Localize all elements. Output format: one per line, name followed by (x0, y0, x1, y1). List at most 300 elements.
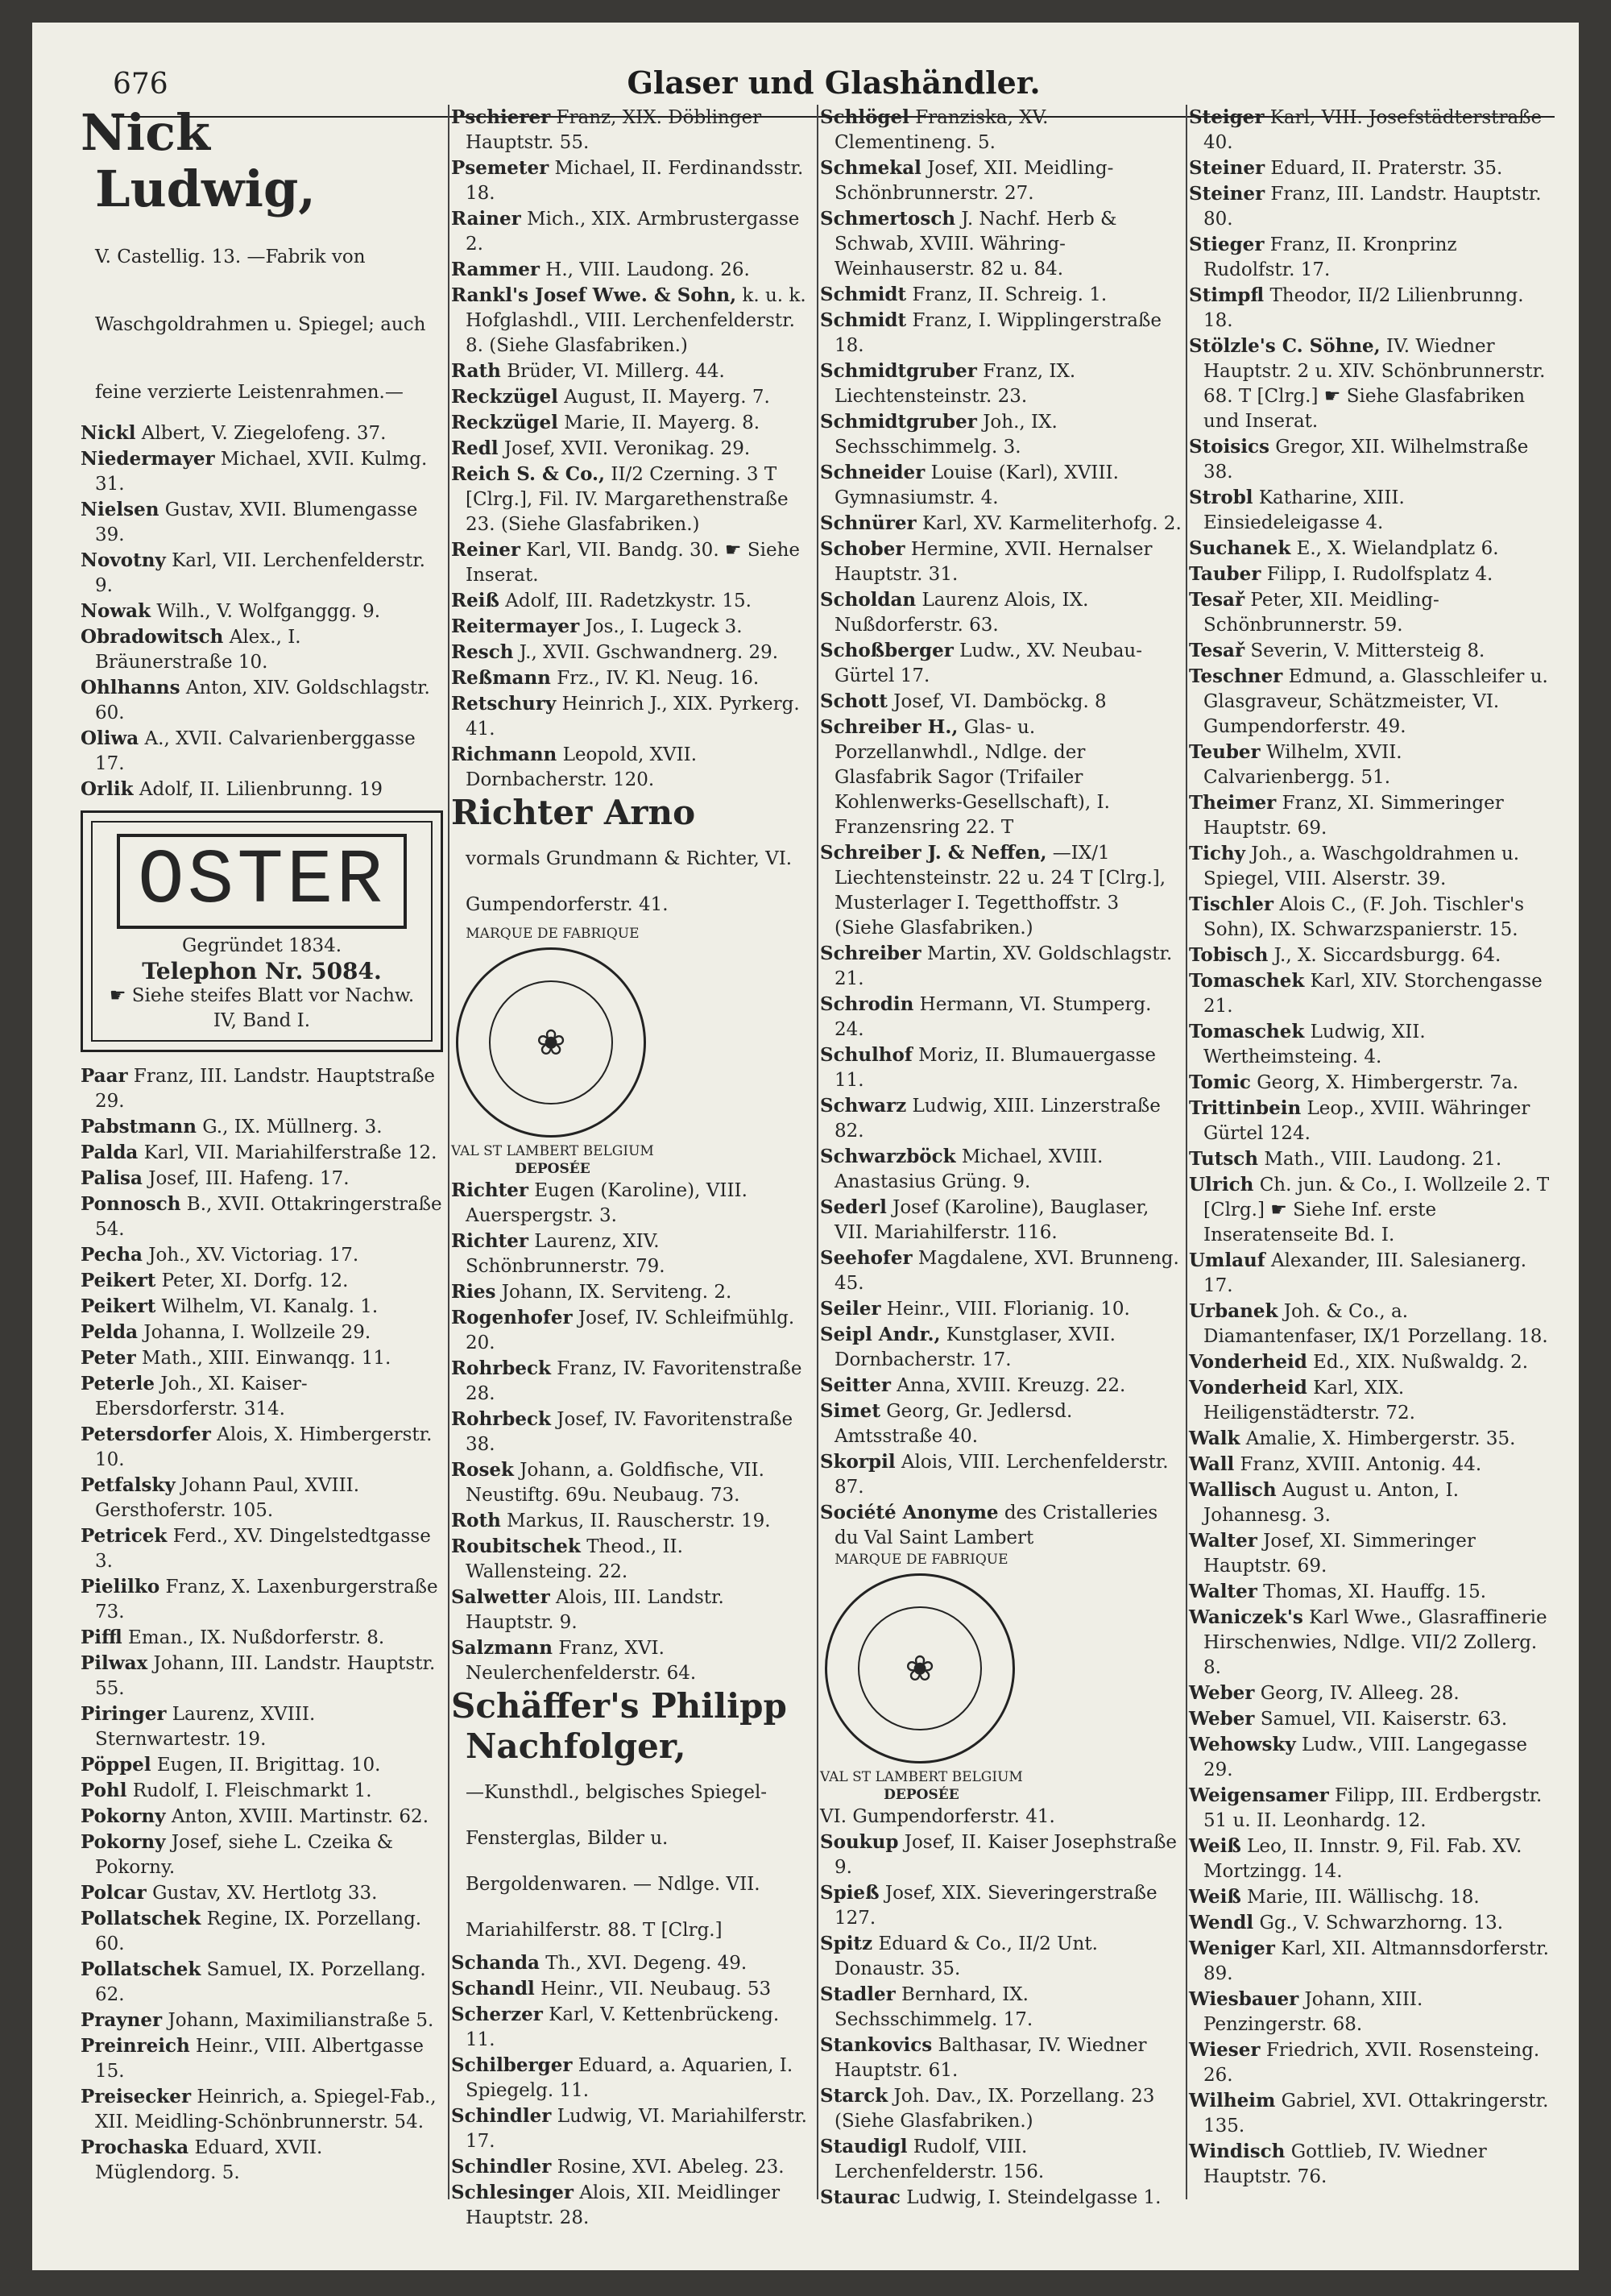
entry-details: E., X. Wielandplatz 6. (1296, 538, 1499, 559)
entry-name: Tichy (1189, 843, 1245, 864)
entry-details: Albert, V. Ziegelofeng. 37. (141, 423, 387, 444)
directory-entry (451, 614, 814, 640)
entry-name: Pielilko (81, 1576, 160, 1598)
entry-name: Theimer (1189, 792, 1277, 814)
directory-entry (451, 588, 814, 614)
entry-details: Franz, II. Kronprinz Rudolfstr. 17. (1203, 234, 1457, 280)
directory-entry (81, 1294, 443, 1320)
entry-details: k. u. k. Hofglashdl., VIII. Lerchenfelderstr. 8. (Siehe Glasfabriken.) (466, 285, 806, 356)
directory-entry (451, 1635, 814, 1686)
directory-entry (1189, 1936, 1551, 1987)
directory-entry (820, 409, 1182, 460)
directory-entry (451, 206, 814, 257)
entry-name: Schreiber H., (820, 716, 959, 738)
entry-details: Peter, XI. Dorfg. 12. (161, 1270, 349, 1291)
entry-name: Steiner (1189, 157, 1265, 179)
directory-entry (81, 1422, 443, 1473)
entry-details: Josef, VI. Damböckg. 8 (893, 691, 1107, 712)
entry-details: Eman., IX. Nußdorferstr. 8. (128, 1627, 385, 1648)
entry-details: Markus, II. Rauscherstr. 19. (507, 1511, 771, 1531)
entry-details: Ludw., VIII. Langegasse 29. (1203, 1734, 1527, 1780)
entry-name: Peter (81, 1347, 136, 1369)
entry-details: Gregor, XII. Wilhelmstraße 38. (1203, 437, 1529, 483)
entry-name: Tesař (1189, 589, 1245, 611)
entry-name: Weiß (1189, 1835, 1241, 1857)
entry-details: Franz, XVI. Neulerchenfelderstr. 64. (466, 1638, 697, 1684)
entry-details: Rosine, XVI. Abeleg. 23. (557, 2157, 785, 2178)
oster-note: ☛ Siehe steifes Blatt vor Nachw. IV, Band I. (109, 985, 415, 1031)
directory-entry (81, 105, 443, 421)
entry-name: Weniger (1189, 1938, 1275, 1959)
entry-details: Karl Wwe., Glasraffinerie Hirschenwies, Ndlge. VII/2 Zollerg. 8. (1203, 1607, 1547, 1678)
entry-details: Karl, XIV. Storchengasse 21. (1203, 971, 1543, 1017)
column-divider (448, 105, 449, 2199)
entry-details: Franz, IX. Liechtensteinstr. 23. (834, 361, 1076, 407)
directory-entry (820, 206, 1182, 282)
entry-name: Psemeter (451, 157, 549, 179)
entry-name: Staudigl (820, 2136, 908, 2157)
entry-name: Roth (451, 1510, 501, 1531)
directory-entry (1189, 1706, 1551, 1732)
column-divider (1186, 105, 1187, 2199)
entry-details: Gabriel, XVI. Ottakringerstr. 135. (1203, 2091, 1549, 2136)
entry-details: Friedrich, XVII. Rosensteing. 26. (1203, 2040, 1540, 2086)
column-divider (817, 105, 818, 2199)
entry-details: Wilhelm, VI. Kanalg. 1. (161, 1296, 379, 1317)
directory-entry (1189, 1579, 1551, 1605)
entry-name: Schoßberger (820, 640, 954, 661)
entry-details: Heinr., VIII. Florianig. 10. (886, 1299, 1130, 1320)
directory-entry (820, 1042, 1182, 1093)
entry-details: Jos., I. Lugeck 3. (585, 616, 743, 637)
seal-top-text: MARQUE DE FABRIQUE (834, 1552, 1008, 1568)
entry-name: Piffl (81, 1627, 122, 1648)
directory-entry (81, 1651, 443, 1701)
entry-details: Heinrich, a. Spiegel-Fab., XII. Meidling-Schönbrunnerstr. 54. (95, 2087, 437, 2132)
entry-name: Wallisch (1189, 1479, 1277, 1501)
entry-details: Laurenz, XVIII. Sternwartestr. 19. (95, 1704, 316, 1750)
entry-details: Franz, IV. Favoritenstraße 28. (466, 1358, 802, 1404)
entry-details: Ferd., XV. Dingelstedtgasse 3. (95, 1526, 431, 1572)
entry-name: Reckzügel (451, 412, 558, 433)
entry-name: Weber (1189, 1682, 1255, 1704)
entry-name: Seipl Andr., (820, 1324, 941, 1345)
entry-details: —IX/1 Liechtensteinstr. 22 u. 24 T [Clrg.], Musterlager I. Tegetthoffstr. 3 (Siehe Glasfabriken.) (834, 843, 1166, 939)
entry-name: Schanda (451, 1952, 540, 1974)
entry-details: Katharine, XIII. Einsiedeleigasse 4. (1203, 487, 1405, 533)
entry-details: Regine, IX. Porzellang. 60. (95, 1908, 422, 1954)
directory-entry (1189, 892, 1551, 943)
entry-name: Reiß (451, 590, 499, 611)
entry-details: Johanna, I. Wollzeile 29. (143, 1322, 371, 1343)
directory-entry (451, 2103, 814, 2154)
directory-entry (1189, 1299, 1551, 1349)
entry-details: Thomas, XI. Hauffg. 15. (1263, 1581, 1487, 1602)
entry-name: Peikert (81, 1270, 156, 1291)
entry-name: Peikert (81, 1295, 156, 1317)
entry-details: Josef (Karoline), Bauglaser, VII. Mariahilferstr. 116. (834, 1197, 1149, 1243)
entry-details: Michael, II. Ferdinandsstr. 18. (466, 158, 804, 204)
entry-details: Karl, V. Kettenbrückeng. 11. (466, 2004, 780, 2050)
entry-name: Ries (451, 1281, 496, 1303)
entry-name: Preisecker (81, 2086, 192, 2107)
directory-entry (1189, 1910, 1551, 1936)
entry-details: G., IX. Müllnerg. 3. (202, 1117, 383, 1138)
entry-details: Joh., IX. Sechsschimmelg. 3. (834, 412, 1058, 458)
directory-entry (81, 1473, 443, 1523)
entry-details: Joh., XI. Kaiser-Ebersdorferstr. 314. (95, 1374, 308, 1419)
entry-name: Richter (451, 1230, 528, 1252)
directory-entry (1189, 1019, 1551, 1070)
directory-entry (820, 2185, 1182, 2211)
entry-details: Brüder, VI. Millerg. 44. (507, 361, 725, 382)
seal-top-text: MARQUE DE FABRIQUE (466, 926, 640, 942)
directory-entry (451, 257, 814, 283)
directory-entry (820, 715, 1182, 840)
entry-details: Glas- u. Porzellanwhdl., Ndlge. der Glasfabrik Sagor (Trifailer Kohlenwerks-Gesellschaft), I. Franzensring 22. T (834, 717, 1110, 838)
entry-name: Schmidtgruber (820, 360, 977, 382)
directory-entry (820, 460, 1182, 511)
entry-details: Ed., XIX. Nußwaldg. 2. (1313, 1352, 1529, 1373)
entry-name: Palisa (81, 1167, 143, 1189)
entry-name: Piringer (81, 1703, 167, 1725)
entry-details: VI. Gumpendorferstr. 41. (820, 1806, 1055, 1827)
directory-entry (81, 1830, 443, 1880)
entry-details: Math., VIII. Laudong. 21. (1264, 1149, 1502, 1170)
entry-name: Pecha (81, 1244, 143, 1266)
directory-entry (1189, 1732, 1551, 1783)
entry-details: Gustav, XVII. Blumengasse 39. (95, 499, 418, 545)
entry-details: Georg, IV. Alleeg. 28. (1260, 1683, 1460, 1704)
entry-name: Pollatschek (81, 1958, 201, 1980)
oster-phone: Telephon Nr. 5084. (142, 958, 382, 984)
directory-entry (1189, 1146, 1551, 1172)
directory-entry (1189, 1096, 1551, 1146)
entry-details: Eduard, XVII. Müglendorg. 5. (95, 2137, 323, 2183)
entry-details: Ludwig, VI. Mariahilferstr. 17. (466, 2106, 807, 2152)
entry-name: Palda (81, 1142, 139, 1163)
entry-details: Gottlieb, IV. Wiedner Hauptstr. 76. (1203, 2141, 1487, 2187)
entry-name: Teuber (1189, 741, 1261, 763)
entry-details: Johann, XIII. Penzingerstr. 68. (1203, 1989, 1423, 2035)
entry-details: Georg, X. Himbergerstr. 7a. (1257, 1072, 1519, 1093)
entry-name: Paar (81, 1065, 128, 1087)
directory-entry (1189, 536, 1551, 562)
entry-name: Tomaschek (1189, 1021, 1305, 1042)
entry-name: Schandl (451, 1978, 535, 2000)
entry-details: H., VIII. Laudong. 26. (545, 259, 750, 280)
entry-name: Obradowitsch (81, 626, 224, 648)
entry-name: Tomic (1189, 1071, 1251, 1093)
entry-details: Hermine, XVII. Hernalser Hauptstr. 31. (834, 539, 1153, 585)
directory-entry (1189, 1070, 1551, 1096)
entry-details: Marie, III. Wällischg. 18. (1247, 1887, 1480, 1908)
entry-details: Filipp, III. Erdbergstr. 51 u. II. Leonhardg. 12. (1203, 1785, 1543, 1831)
entry-name: Wehowsky (1189, 1734, 1296, 1755)
entry-details: Bernhard, IX. Sechsschimmelg. 17. (834, 1984, 1033, 2030)
entry-details: Josef, IV. Favoritenstraße 38. (466, 1409, 793, 1455)
directory-entry (81, 1701, 443, 1752)
entry-name: Steiger (1189, 106, 1265, 128)
entry-name: Stimpfl (1189, 284, 1265, 306)
directory-entry (1189, 1477, 1551, 1528)
entry-name: Schrodin (820, 993, 914, 1015)
entry-details: Heinr., VIII. Albertgasse 15. (95, 2036, 424, 2082)
entry-name: Steiner (1189, 183, 1265, 205)
entry-name: Spitz (820, 1933, 873, 1954)
directory-entry (81, 1804, 443, 1830)
column-3 (820, 105, 1182, 2211)
entry-details: Joh. & Co., a. Diamantenfaser, IX/1 Porzellang. 18. (1203, 1301, 1548, 1347)
entry-details: Josef, II. Kaiser Josephstraße 9. (834, 1832, 1178, 1878)
entry-name: Pelda (81, 1321, 139, 1343)
entry-details: Eugen (Karoline), VIII. Auerspergstr. 3. (466, 1180, 748, 1226)
directory-entry (451, 1407, 814, 1457)
entry-details: Franz, XI. Simmeringer Hauptstr. 69. (1203, 793, 1504, 839)
entry-name: Vonderheid (1189, 1377, 1307, 1399)
directory-entry (451, 410, 814, 436)
entry-name: Wendl (1189, 1912, 1254, 1933)
flower-icon: ❀ (858, 1606, 982, 1730)
entry-details: August, II. Mayerg. 7. (564, 387, 770, 408)
entry-details: Franz, X. Laxenburgerstraße 73. (95, 1577, 438, 1623)
entry-name: Oliwa (81, 727, 139, 749)
entry-details: Franziska, XV. Clementineng. 5. (834, 107, 1049, 153)
entry-name: Windisch (1189, 2141, 1286, 2162)
entry-name: Pöppel (81, 1754, 151, 1776)
directory-entry (1189, 1452, 1551, 1477)
directory-entry (1189, 1426, 1551, 1452)
entry-details: Eduard, a. Aquarien, I. Spiegelg. 11. (466, 2055, 793, 2101)
entry-name: Reßmann (451, 667, 551, 689)
entry-name: Tobisch (1189, 944, 1269, 966)
entry-name: Wiesbauer (1189, 1988, 1299, 2010)
directory-entry (81, 548, 443, 599)
entry-name: Schmidt (820, 309, 907, 331)
directory-entry (451, 1457, 814, 1508)
entry-name: Peterle (81, 1373, 155, 1395)
entry-details: Eduard & Co., II/2 Unt. Donaustr. 35. (834, 1933, 1098, 1979)
directory-entry (1189, 2088, 1551, 2139)
entry-name: Pokorny (81, 1805, 166, 1827)
directory-entry (81, 777, 443, 802)
directory-entry (81, 1906, 443, 1957)
entry-details: Math., XIII. Einwanqg. 11. (142, 1348, 391, 1369)
entry-name: Schober (820, 538, 905, 560)
entry-name: Resch (451, 641, 514, 663)
entry-name: Rainer (451, 208, 521, 230)
entry-name: Scholdan (820, 589, 917, 611)
directory-entry (81, 446, 443, 497)
directory-entry (81, 2008, 443, 2033)
directory-entry (81, 1574, 443, 1625)
entry-details: Ch. jun. & Co., I. Wollzeile 2. T [Clrg.] ☛ Siehe Inf. erste Inseratenseite Bd. I. (1203, 1175, 1550, 1245)
directory-entry (451, 1356, 814, 1407)
entry-name: Rohrbeck (451, 1357, 551, 1379)
directory-entry (81, 1192, 443, 1242)
entry-name: Salwetter (451, 1586, 550, 1608)
directory-entry (451, 283, 814, 358)
entry-name: Tomaschek (1189, 970, 1305, 992)
entry-details: Josef, siehe L. Czeika & Pokorny. (95, 1832, 394, 1878)
entry-name: Redl (451, 437, 499, 459)
directory-entry (451, 2053, 814, 2103)
entry-name: Ponnosch (81, 1193, 181, 1215)
entry-name: Rogenhofer (451, 1307, 573, 1328)
entry-details: Rudolf, I. Fleischmarkt 1. (132, 1780, 372, 1801)
entry-details: Balthasar, IV. Wiedner Hauptstr. 61. (834, 2035, 1147, 2081)
directory-entry (81, 624, 443, 675)
entry-name: Seiler (820, 1298, 881, 1320)
entry-details: Anna, XVIII. Kreuzg. 22. (897, 1375, 1126, 1396)
entry-details: IV. Wiedner Hauptstr. 2 u. XIV. Schönbrunnerstr. 68. T [Clrg.] ☛ Siehe Glasfabriken und Inserat. (1203, 336, 1546, 432)
entry-name: Retschury (451, 693, 557, 715)
flower-icon: ❀ (489, 980, 613, 1104)
entry-name: Weigensamer (1189, 1784, 1329, 1806)
entry-details: Franz, III. Landstr. Hauptstr. 80. (1203, 184, 1542, 230)
entry-name: Walk (1189, 1428, 1240, 1449)
directory-entry (1189, 2037, 1551, 2088)
entry-name: Teschner (1189, 665, 1283, 687)
entry-details: Karl, XIX. Heiligenstädterstr. 72. (1203, 1378, 1415, 1424)
directory-entry (1189, 105, 1551, 155)
entry-name: Suchanek (1189, 537, 1291, 559)
entry-details: Martin, XV. Goldschlagstr. 21. (834, 943, 1173, 989)
entry-details: Hermann, VI. Stumperg. 24. (834, 994, 1152, 1040)
entry-details: Karl, XV. Karmeliterhofg. 2. (921, 513, 1182, 534)
directory-entry (81, 1114, 443, 1140)
directory-entry (820, 358, 1182, 409)
entry-name: Nickl (81, 422, 136, 444)
directory-entry (820, 1880, 1182, 1931)
entry-name: Rath (451, 360, 501, 382)
entry-name: Salzmann (451, 1637, 553, 1659)
directory-entry (1189, 664, 1551, 740)
entry-details: Joh., XV. Victoriag. 17. (148, 1245, 359, 1266)
entry-name: Skorpil (820, 1451, 896, 1473)
directory-entry (820, 689, 1182, 715)
entry-name: Rohrbeck (451, 1408, 551, 1430)
directory-entry (820, 1373, 1182, 1399)
directory-entry (81, 1166, 443, 1192)
directory-entry (81, 1523, 443, 1574)
seal-mid-text: VAL ST LAMBERT BELGIUM (820, 1769, 1023, 1785)
entry-details: Ludwig, XII. Wertheimsteing. 4. (1203, 1022, 1426, 1067)
entry-details: Eduard, II. Praterstr. 35. (1270, 158, 1503, 179)
entry-name: Schulhof (820, 1044, 913, 1066)
directory-entry (1189, 638, 1551, 664)
entry-name: Schilberger (451, 2054, 573, 2076)
entry-name: Petricek (81, 1525, 168, 1547)
directory-entry (451, 640, 814, 665)
entry-details: Ludwig, XIII. Linzerstraße 82. (834, 1096, 1161, 1142)
entry-name: Schlesinger (451, 2182, 574, 2203)
entry-name: Schindler (451, 2105, 552, 2127)
entry-details: Alex., I. Bräunerstraße 10. (95, 627, 301, 673)
entry-details: des Cristalleries du Val Saint Lambert (834, 1502, 1158, 1548)
entry-name: Schneider (820, 462, 926, 483)
entry-name: Pohl (81, 1780, 127, 1801)
entry-name: Reckzügel (451, 386, 558, 408)
directory-entry (1189, 562, 1551, 587)
entry-details: Karl, XII. Altmannsdorferstr. 89. (1203, 1938, 1549, 1984)
seal-mid-text: VAL ST LAMBERT BELGIUM (451, 1143, 654, 1159)
entry-name: Richmann (451, 744, 557, 765)
entry-name: Petfalsky (81, 1474, 176, 1496)
directory-entry (451, 462, 814, 537)
directory-entry (820, 992, 1182, 1042)
entry-details: Karl, VII. Mariahilferstraße 12. (143, 1142, 437, 1163)
entry-details: Johann, III. Landstr. Hauptstr. 55. (95, 1653, 436, 1699)
entry-details: A., XVII. Calvarienberggasse 17. (95, 728, 416, 774)
entry-details: V. Castellig. 13. —Fabrik von Waschgoldrahmen u. Spiegel; auch feine verzierte Leistenrahmen.— (95, 247, 426, 403)
entry-name: Trittinbein (1189, 1097, 1302, 1119)
entry-details: Frz., IV. Kl. Neug. 16. (557, 668, 760, 689)
entry-name: Schwarzböck (820, 1146, 956, 1167)
directory-entry (451, 384, 814, 410)
entry-details: Mich., XIX. Armbrustergasse 2. (466, 209, 800, 255)
entry-name: Walter (1189, 1530, 1257, 1552)
directory-entry (820, 511, 1182, 537)
directory-entry (820, 1195, 1182, 1245)
directory-entry (820, 1982, 1182, 2033)
directory-entry (820, 155, 1182, 206)
entry-name: Richter (451, 1179, 528, 1201)
oster-advertisement (81, 810, 443, 1052)
entry-name: Pollatschek (81, 1908, 201, 1929)
entry-name: Seehofer (820, 1247, 913, 1269)
entry-name: Spieß (820, 1882, 880, 1904)
entry-name: Ohlhanns (81, 677, 180, 698)
directory-entry (1189, 232, 1551, 283)
directory-entry (820, 1500, 1182, 1551)
entry-name: Rankl's Josef Wwe. & Sohn, (451, 284, 737, 306)
directory-entry (820, 2083, 1182, 2134)
entry-details: B., XVII. Ottakringerstraße 54. (95, 1194, 442, 1240)
directory-entry (1189, 841, 1551, 892)
oster-founded: Gegründet 1834. (181, 935, 342, 956)
entry-name: Pokorny (81, 1831, 166, 1853)
entry-name: Waniczek's (1189, 1606, 1303, 1628)
directory-entry (451, 742, 814, 793)
directory-entry (81, 1752, 443, 1778)
entry-details: Theod., II. Wallensteing. 22. (466, 1536, 683, 1582)
entry-details: Louise (Karl), XVIII. Gymnasiumstr. 4. (834, 462, 1119, 508)
directory-entry (81, 675, 443, 726)
entry-details: Laurenz Alois, IX. Nußdorferstr. 63. (834, 590, 1089, 636)
entry-details: Georg, Gr. Jedlersd. Amtsstraße 40. (834, 1401, 1073, 1447)
entry-name: Novotny (81, 549, 166, 571)
directory-entry (451, 1305, 814, 1356)
directory-entry (1189, 155, 1551, 181)
entry-name: Schreiber J. & Neffen, (820, 842, 1047, 864)
directory-entry (1189, 1528, 1551, 1579)
entry-name: Seitter (820, 1374, 891, 1396)
entry-details: Michael, XVII. Kulmg. 31. (95, 449, 428, 495)
directory-entry (1189, 968, 1551, 1019)
entry-details: Michael, XVIII. Anastasius Grüng. 9. (834, 1146, 1104, 1192)
page-title: Glaser und Glashändler. (627, 64, 1041, 101)
directory-entry (451, 2180, 814, 2231)
seal-bottom-text: DEPOSÉE (515, 1161, 590, 1177)
directory-entry (1189, 334, 1551, 434)
entry-name: Reich S. & Co., (451, 463, 606, 485)
column-2 (451, 105, 814, 2231)
directory-entry (1189, 434, 1551, 485)
entry-details: Karl, VII. Bandg. 30. ☛ Siehe Inserat. (466, 540, 801, 586)
entry-details: Wilh., V. Wolfganggg. 9. (156, 601, 381, 622)
directory-entry (820, 1093, 1182, 1144)
